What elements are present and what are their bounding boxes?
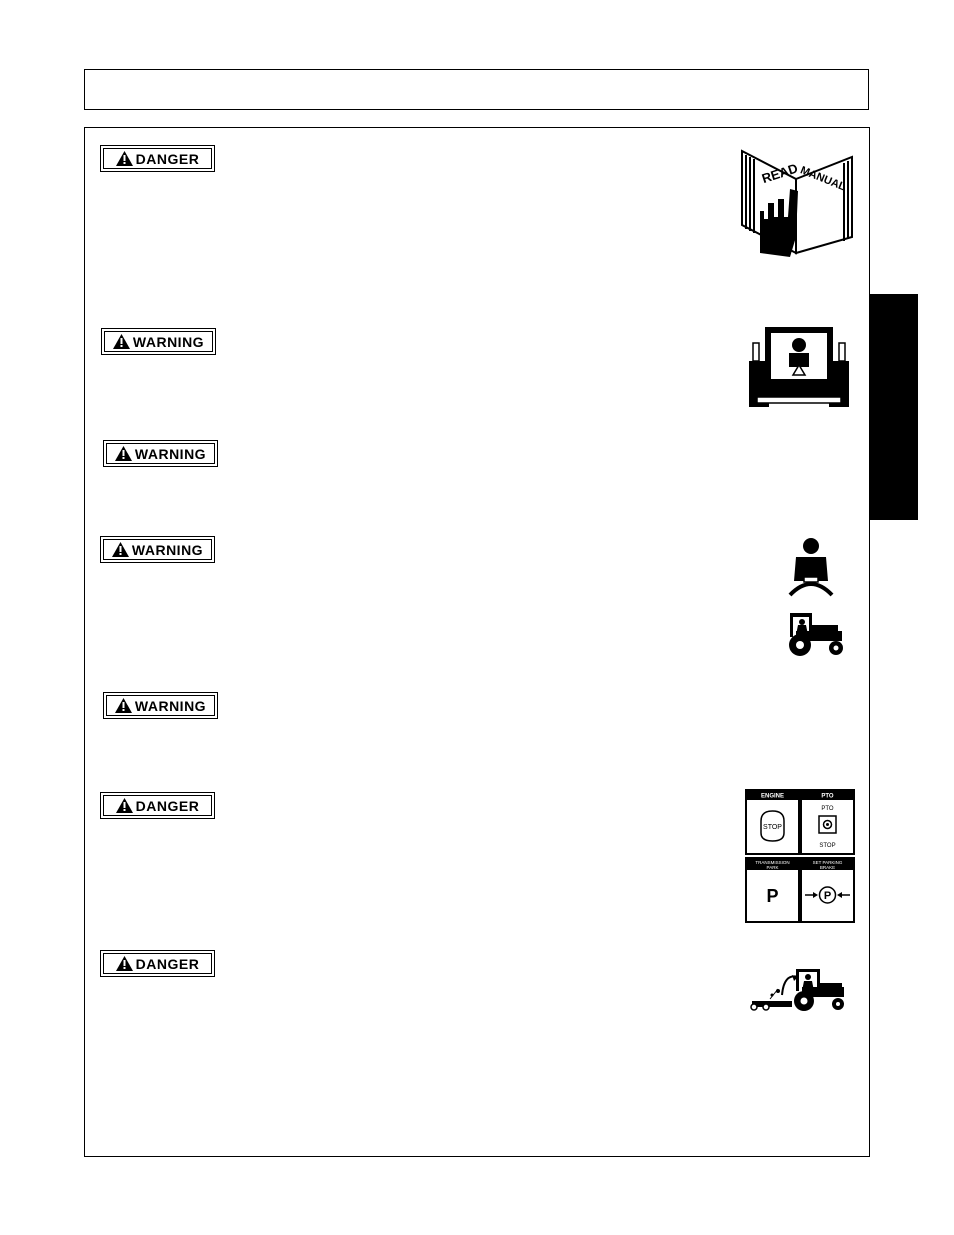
brake-p-label: P [823, 890, 832, 902]
tractor-operator-icon [782, 611, 846, 657]
transmission-header-2: PARK [766, 865, 779, 870]
section-side-tab [869, 294, 918, 520]
engine-header: ENGINE [760, 793, 785, 800]
alert-triangle-icon [112, 542, 129, 557]
signal-word: DANGER [135, 797, 200, 814]
alert-triangle-icon [115, 698, 132, 713]
engine-stop-label: STOP [763, 824, 782, 831]
read-manual-icon [740, 141, 856, 259]
brake-header-2: BRAKE [819, 865, 836, 870]
pto-header: PTO [821, 793, 834, 800]
signal-word: WARNING [134, 697, 207, 714]
manual-right-text: MANUAL [798, 164, 848, 194]
signal-word: WARNING [134, 445, 207, 462]
brake-header-1: SET PARKING [812, 860, 843, 865]
signal-word: DANGER [135, 150, 200, 167]
warning-signal-1 [101, 328, 216, 355]
page-header-box [84, 69, 869, 110]
pto-stop-label: STOP [819, 843, 836, 849]
danger-signal-1 [100, 145, 215, 172]
danger-signal-2 [100, 792, 215, 819]
signal-word: WARNING [132, 333, 205, 350]
shutdown-controls-icon [745, 789, 855, 923]
danger-signal-3 [100, 950, 215, 977]
alert-triangle-icon [116, 798, 133, 813]
pto-top-label: PTO [821, 806, 834, 812]
alert-triangle-icon [116, 151, 133, 166]
manual-left-text: READ [759, 160, 800, 187]
warning-signal-2 [103, 440, 218, 467]
warning-signal-4 [103, 692, 218, 719]
warning-signal-3 [100, 536, 215, 563]
alert-triangle-icon [115, 446, 132, 461]
alert-triangle-icon [113, 334, 130, 349]
signal-word: WARNING [131, 541, 204, 558]
transmission-header-1: TRANSMISSION [755, 860, 790, 865]
tractor-mower-icon [748, 965, 846, 1013]
transmission-park-label: P [766, 886, 779, 906]
signal-word: DANGER [135, 955, 200, 972]
alert-triangle-icon [116, 956, 133, 971]
tractor-rear-icon [747, 325, 851, 409]
seatbelt-icon [788, 537, 834, 597]
